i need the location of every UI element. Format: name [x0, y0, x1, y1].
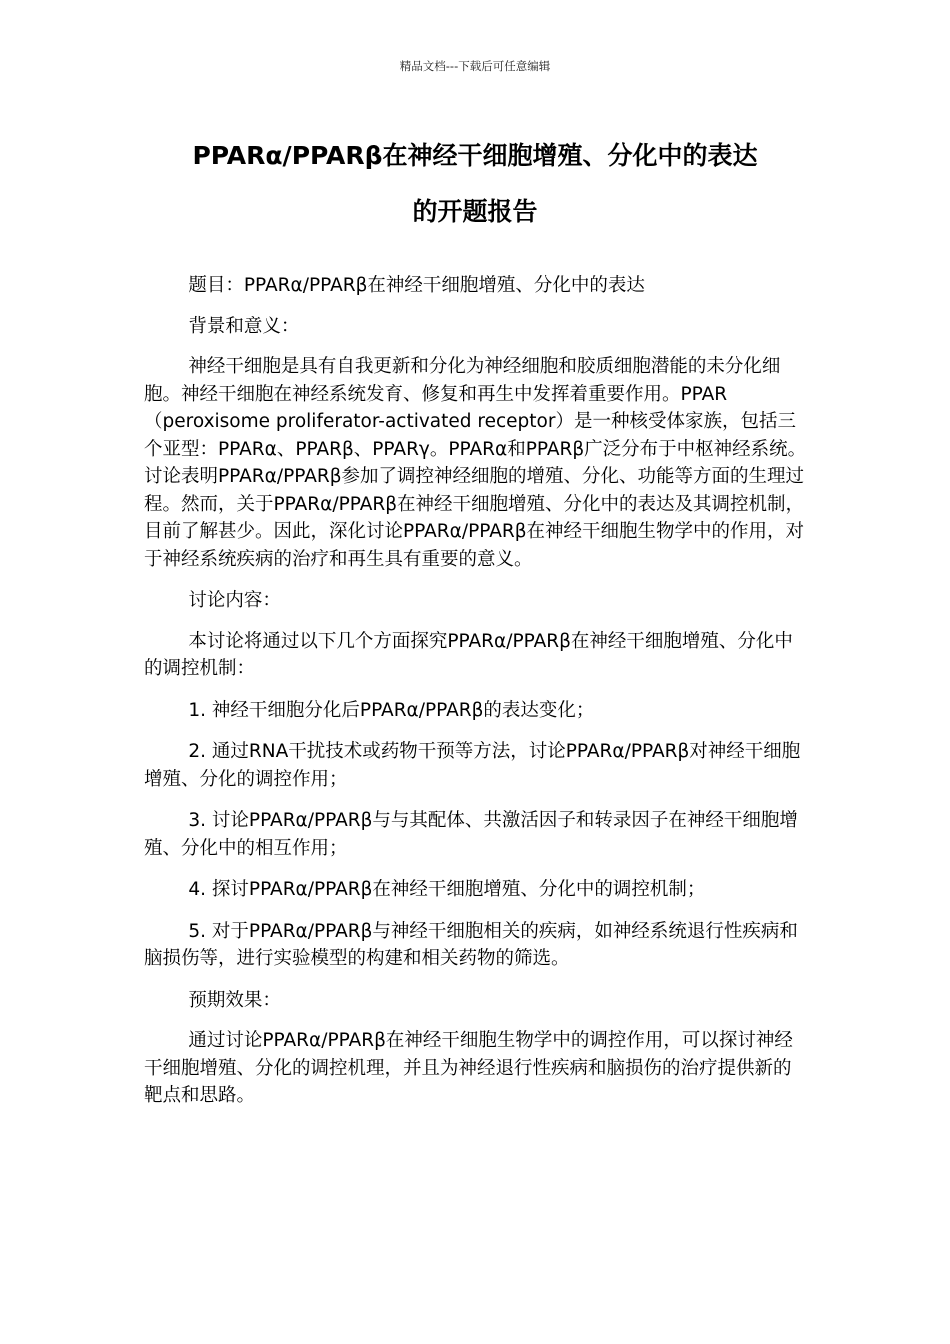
page-header-note: 精品文档---下载后可任意编辑 — [399, 59, 551, 73]
content-item-5: 5. 对于PPARα/PPARβ与神经干细胞相关的疾病，如神经系统退行性疾病和脑损伤等，进行实验模型的构建和相关药物的筛选。 — [144, 920, 798, 969]
background-paragraph: 神经干细胞是具有自我更新和分化为神经细胞和胶质细胞潜能的未分化细胞。神经干细胞在神经系统发育、修复和再生中发挥着重要作用。PPAR（peroxisome proliferator-activated receptor）是一种核受体家族，包括三个亚型：PPARα、PPARβ、PPARγ。PPARα和PPARβ广泛分布于中枢神经系统。讨论表明PPARα/PPARβ参加了调控神经细胞的增殖、分化、功能等方面的生理过程。然而，关于PPARα/PPARβ在神经干细胞增殖、分化中的表达及其调控机制，目前了解甚少。因此，深化讨论PPARα/PPARβ在神经干细胞生物学中的作用，对于神经系统疾病的治疗和再生具有重要的意义。 — [144, 356, 807, 570]
content-item-1: 1. 神经干细胞分化后PPARα/PPARβ的表达变化； — [188, 699, 595, 721]
topic-line: 题目：PPARα/PPARβ在神经干细胞增殖、分化中的表达 — [188, 275, 645, 296]
content-heading: 讨论内容： — [188, 590, 281, 611]
document-title-line-2: 的开题报告 — [412, 197, 538, 226]
content-item-3: 3. 讨论PPARα/PPARβ与与其配体、共激活因子和转录因子在神经干细胞增殖、分化中的相互作用； — [144, 810, 798, 859]
expected-paragraph: 通过讨论PPARα/PPARβ在神经干细胞生物学中的调控作用，可以探讨神经干细胞增殖、分化的调控机理，并且为神经退行性疾病和脑损伤的治疗提供新的靶点和思路。 — [144, 1030, 793, 1106]
content-item-2: 2. 通过RNA干扰技术或药物干预等方法，讨论PPARα/PPARβ对神经干细胞增殖、分化的调控作用； — [144, 741, 801, 790]
document-body — [144, 272, 808, 1124]
content-item-4: 4. 探讨PPARα/PPARβ在神经干细胞增殖、分化中的调控机制； — [188, 879, 706, 900]
background-heading: 背景和意义： — [188, 315, 300, 337]
expected-heading: 预期效果： — [188, 989, 281, 1011]
content-intro-paragraph: 本讨论将通过以下几个方面探究PPARα/PPARβ在神经干细胞增殖、分化中的调控机制： — [144, 630, 793, 679]
document-title-line-1: PPARα/PPARβ在神经干细胞增殖、分化中的表达 — [192, 141, 758, 170]
